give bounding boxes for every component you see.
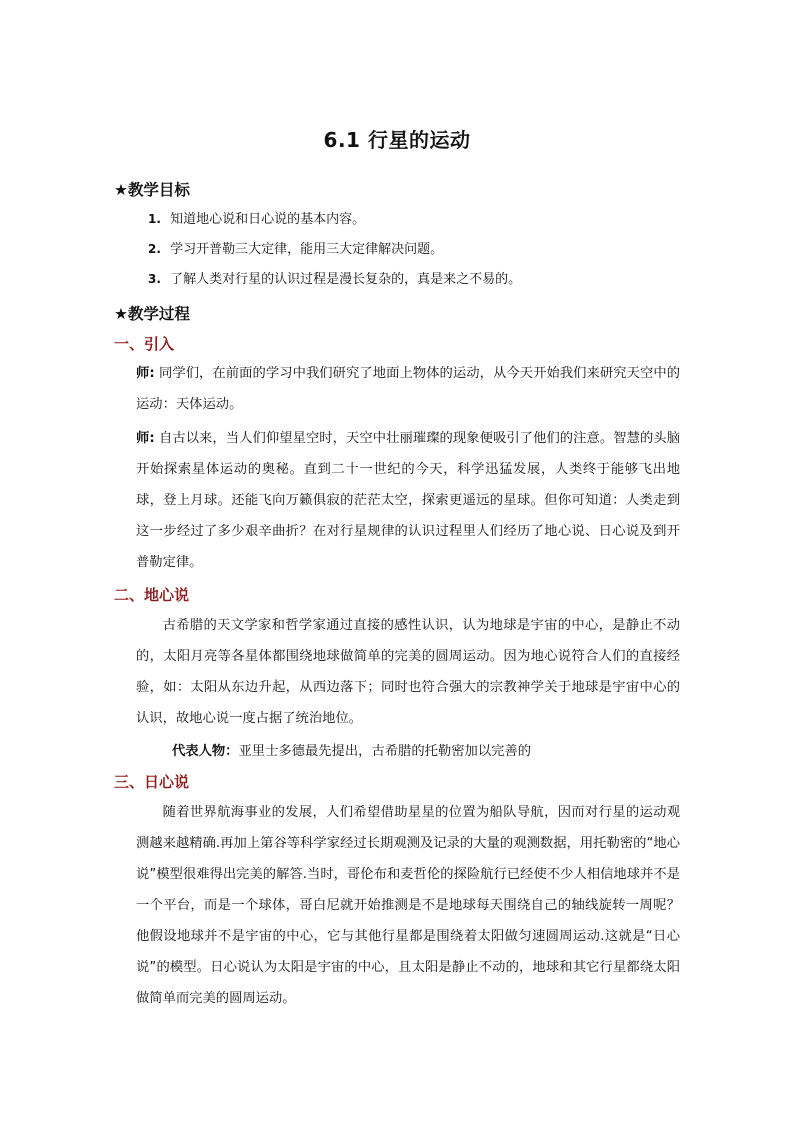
list-item-number: 2.	[148, 242, 161, 256]
paragraph-text: 同学们，在前面的学习中我们研究了地面上物体的运动，从今天开始我们来研究天空中的运动：天体运动。	[136, 366, 680, 412]
objectives-list	[148, 208, 521, 298]
representative-label: 代表人物：	[172, 744, 239, 759]
objectives-heading: ★教学目标	[114, 181, 190, 199]
list-item-number: 3.	[148, 272, 161, 286]
heliocentric-heading: 三、日心说	[114, 773, 190, 791]
paragraph-text: 自古以来，当人们仰望星空时，天空中壮丽璀璨的现象便吸引了他们的注意。智慧的头脑开始探索星体运动的奥秘。直到二十一世纪的今天，科学迅猛发展，人类终于能够飞出地球，登上月球。还能飞向万籁俱寂的茫茫太空，探索更遥远的星球。但你可知道：人类走到这一步经过了多少艰辛曲折？在对行星规律的认识过程里人们经历了地心说、日心说及到开普勒定律。	[136, 431, 680, 570]
list-item	[148, 238, 521, 268]
heliocentric-paragraph: 随着世界航海事业的发展，人们希望借助星星的位置为船队导航，因而对行星的运动观测越来越精确.再加上第谷等科学家经过长期观测及记录的大量的观测数据，用托勒密的“地心说”模型很难得出完美的解答.当时，哥伦布和麦哲伦的探险航行已经使不少人相信地球并不是一个平台，而是一个球体，哥白尼就开始推测是不是地球每天围绕自己的轴线旋转一周呢？他假设地球并不是宇宙的中心，它与其他行星都是围绕着太阳做匀速圆周运动.这就是“日心说”的模型。日心说认为太阳是宇宙的中心，且太阳是静止不动的，地球和其它行星都绕太阳做简单而完美的圆周运动。	[136, 805, 680, 1006]
intro-paragraph-1	[136, 358, 680, 420]
representative-text: 亚里士多德最先提出，古希腊的托勒密加以完善的	[238, 744, 532, 759]
page-title: 6.1 行星的运动	[323, 128, 471, 152]
intro-paragraph-2	[136, 423, 680, 578]
list-item-text: 了解人类对行星的认识过程是漫长复杂的，真是来之不易的。	[170, 272, 522, 287]
list-item	[148, 208, 521, 238]
process-heading: ★教学过程	[114, 305, 190, 323]
list-item-text: 学习开普勒三大定律，能用三大定律解决问题。	[170, 242, 444, 257]
representative-line	[172, 736, 531, 767]
speaker-label: 师:	[136, 366, 155, 381]
geocentric-paragraph: 古希腊的天文学家和哲学家通过直接的感性认识，认为地球是宇宙的中心，是静止不动的，太阳月亮等各星体都围绕地球做简单的完美的圆周运动。因为地心说符合人们的直接经验，如：太阳从东边升起，从西边落下；同时也符合强大的宗教神学关于地球是宇宙中心的认识，故地心说一度占据了统治地位。	[136, 618, 680, 726]
list-item-text: 知道地心说和日心说的基本内容。	[170, 212, 366, 227]
list-item-number: 1.	[148, 212, 161, 226]
list-item	[148, 268, 521, 298]
intro-heading: 一、引入	[114, 335, 175, 353]
geocentric-heading: 二、地心说	[114, 586, 190, 604]
speaker-label: 师:	[136, 431, 155, 446]
